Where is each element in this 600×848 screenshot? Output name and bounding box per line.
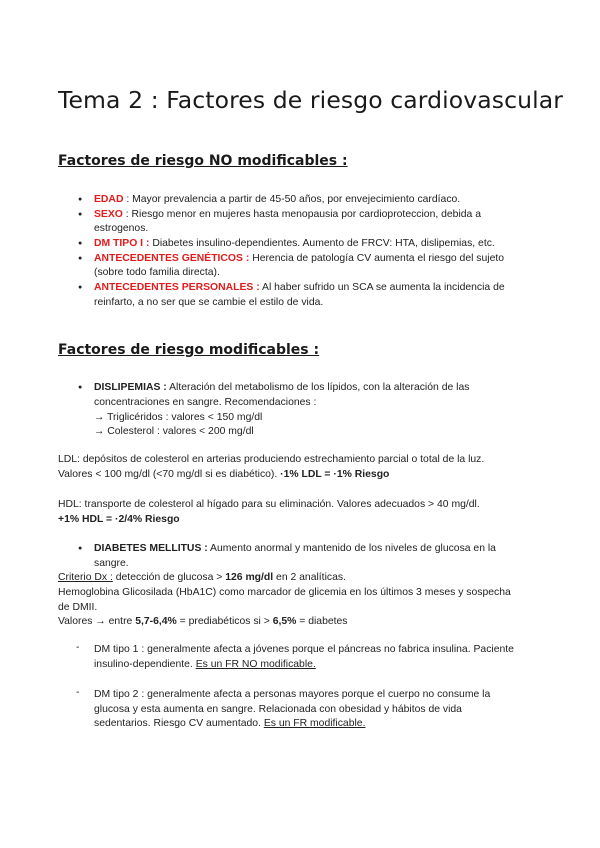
hdl-paragraph: HDL: transporte de colesterol al hígado para su eliminación. Valores adecuados > 40 mg/dl. <box>58 499 480 510</box>
sexo-label: SEXO <box>94 209 123 220</box>
diabetes-text-cont: sangre. <box>94 558 129 569</box>
antecedentes-personales-text: Al haber sufrido un SCA se aumenta la incidencia de <box>262 282 505 293</box>
dm2-text: DM tipo 2 : generalmente afecta a personas mayores porque el cuerpo no consume la <box>94 689 491 700</box>
antecedentes-personales-text-cont: reinfarto, a no ser que se cambie el estilo de vida. <box>94 297 324 308</box>
antecedentes-geneticos-text: Herencia de patología CV aumenta el riesgo del sujeto <box>252 253 505 264</box>
diabetes-text: Aumento anormal y mantenido de los niveles de glucosa en la <box>210 543 496 554</box>
dm-tipo-1-label: DM TIPO I : <box>94 238 150 249</box>
dm2-fr-note: Es un FR modificable. <box>263 718 366 729</box>
section-heading-non-modifiable: Factores de riesgo NO modificables : <box>58 153 348 169</box>
dm1-dash: - <box>76 642 80 653</box>
antecedentes-geneticos-text-cont: (sobre todo familia directa). <box>94 267 220 278</box>
edad-label: EDAD <box>94 194 124 205</box>
dm2-text-cont-2: sedentarios. Riesgo CV aumentado. Es un FR modificable. <box>94 718 366 729</box>
trigliceridos-line: → Triglicéridos : valores < 150 mg/dl <box>94 412 263 423</box>
dm2-dash: - <box>76 687 80 698</box>
list-item-dm-tipo-1 <box>94 236 495 251</box>
list-item-dislipemias <box>94 380 469 395</box>
valores-line: Valores → entre 5,7-6,4% = prediabéticos si > 6,5% = diabetes <box>58 616 348 627</box>
dislipemias-text: Alteración del metabolismo de los lípidos, con la alteración de las <box>169 382 470 393</box>
hba1c-line: Hemoglobina Glicosilada (HbA1C) como marcador de glicemia en los últimos 3 meses y sospecha <box>58 587 511 598</box>
diabetes-label: DIABETES MELLITUS : <box>94 543 208 554</box>
hdl-risk: +1% HDL = ·2/4% Riesgo <box>58 514 180 525</box>
list-item-diabetes <box>94 541 496 556</box>
antecedentes-personales-label: ANTECEDENTES PERSONALES : <box>94 282 260 293</box>
dm1-text: DM tipo 1 : generalmente afecta a jóvenes porque el páncreas no fabrica insulina. Paciente <box>94 644 514 655</box>
dislipemias-label: DISLIPEMIAS : <box>94 382 167 393</box>
ldl-risk: ·1% LDL = ·1% Riesgo <box>280 469 390 480</box>
dm1-fr-note: Es un FR NO modificable. <box>195 659 316 670</box>
section-heading-modifiable: Factores de riesgo modificables : <box>58 342 320 358</box>
antecedentes-geneticos-label: ANTECEDENTES GENÉTICOS : <box>94 253 250 264</box>
criterio-dx-line: Criterio Dx : detección de glucosa > 126 mg/dl en 2 analíticas. <box>58 572 346 583</box>
ldl-values: Valores < 100 mg/dl (<70 mg/dl si es diabético). ·1% LDL = ·1% Riesgo <box>58 469 390 480</box>
dislipemias-text-cont: concentraciones en sangre. Recomendaciones : <box>94 397 317 408</box>
colesterol-line: → Colesterol : valores < 200 mg/dl <box>94 426 254 437</box>
sexo-text-cont: estrogenos. <box>94 223 149 234</box>
list-item-sexo: ● SEXO : Riesgo menor en mujeres hasta menopausia por cardioproteccion, debida a <box>94 207 481 222</box>
sexo-text: Riesgo menor en mujeres hasta menopausia por cardioproteccion, debida a <box>131 209 481 220</box>
ldl-paragraph: LDL: depósitos de colesterol en arterias produciendo estrechamiento parcial o total de la luz. <box>58 454 485 465</box>
page-title: Tema 2 : Factores de riesgo cardiovascular <box>58 86 564 114</box>
dm1-text-cont: insulino-dependiente. Es un FR NO modificable. <box>94 659 316 670</box>
criterio-dx-label: Criterio Dx : <box>58 572 113 583</box>
list-item-edad: ● EDAD : Mayor prevalencia a partir de 45-50 años, por envejecimiento cardíaco. <box>94 192 460 207</box>
list-item-antecedentes-personales <box>94 280 505 295</box>
dm-tipo-1-text: Diabetes insulino-dependientes. Aumento de FRCV: HTA, dislipemias, etc. <box>152 238 495 249</box>
edad-text: Mayor prevalencia a partir de 45-50 años, por envejecimiento cardíaco. <box>132 194 461 205</box>
list-item-antecedentes-geneticos <box>94 251 504 266</box>
hba1c-line-cont: de DMII. <box>58 602 98 613</box>
dm2-text-cont: glucosa y esta aumenta en sangre. Relacionada con obesidad y hábitos de vida <box>94 704 462 715</box>
